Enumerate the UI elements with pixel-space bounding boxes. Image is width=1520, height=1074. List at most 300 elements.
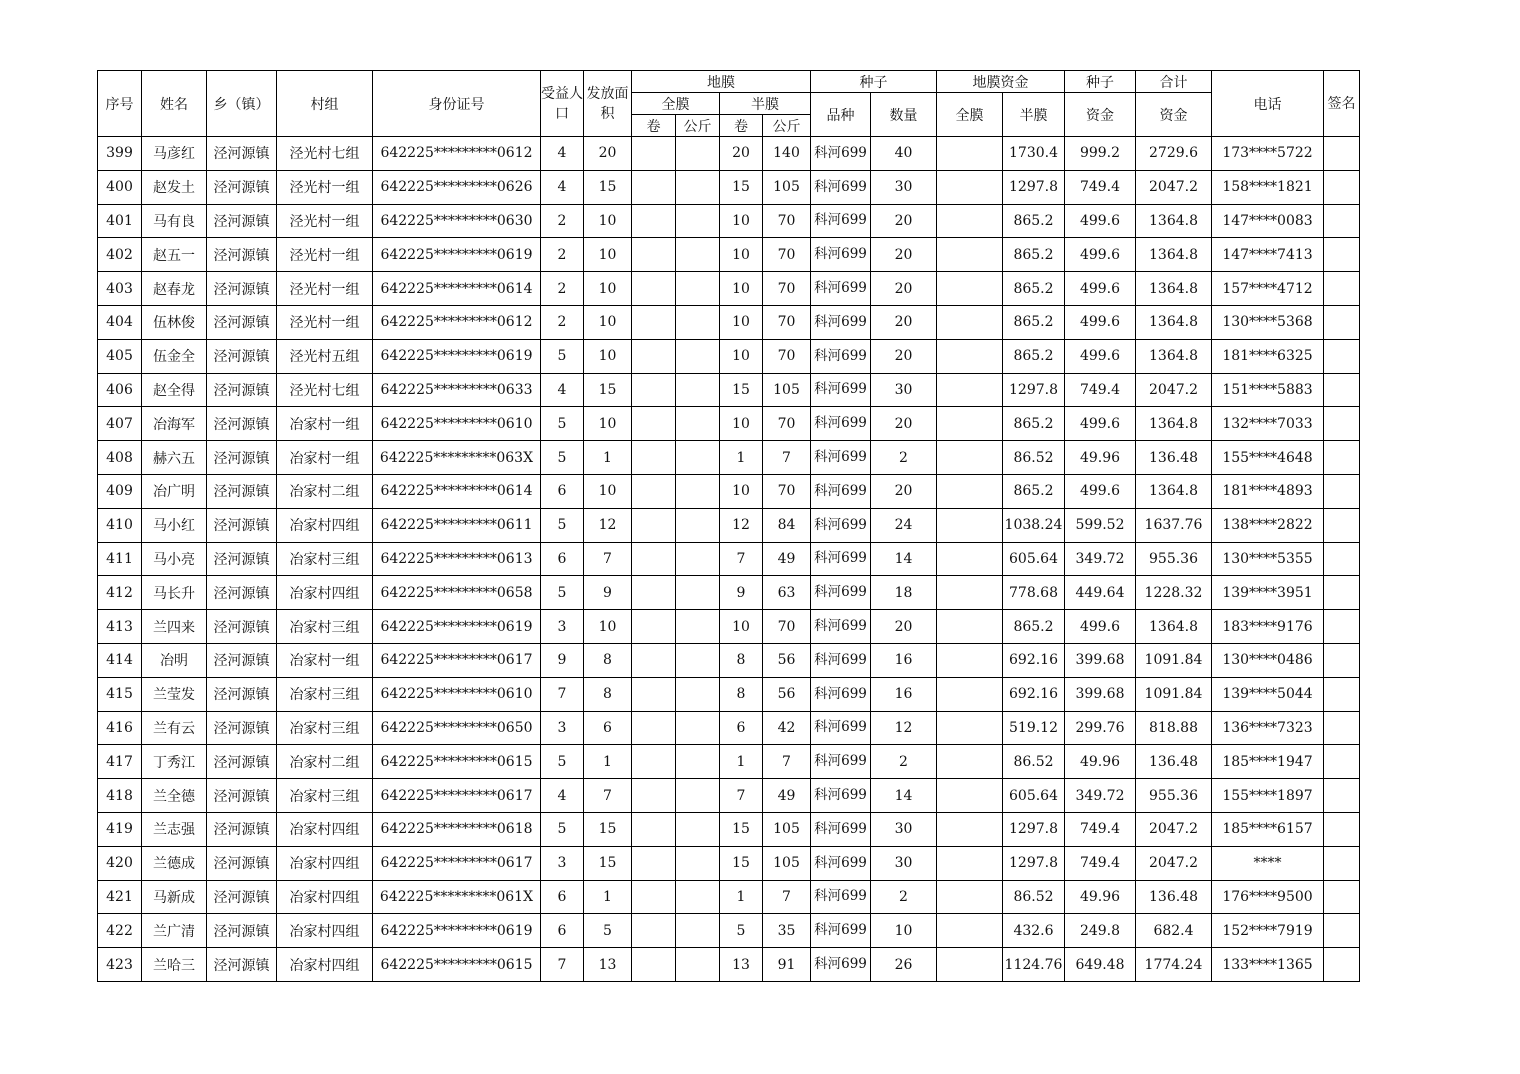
cell-name: 兰广清: [142, 914, 207, 948]
table-row: [98, 204, 1360, 238]
cell-id-number: 642225*********0611: [373, 508, 541, 542]
cell-name: 马有良: [142, 204, 207, 238]
cell-name: 伍林俊: [142, 305, 207, 339]
cell-seed-funds: 499.6: [1065, 474, 1136, 508]
cell-full-film-funds: [937, 305, 1003, 339]
cell-town: 泾河源镇: [207, 643, 277, 677]
cell-half-roll: 10: [720, 305, 763, 339]
cell-half-film-funds: 1297.8: [1003, 373, 1065, 407]
cell-half-roll: 1: [720, 880, 763, 914]
cell-phone: ****: [1212, 846, 1324, 880]
cell-half-film-funds: 692.16: [1003, 643, 1065, 677]
header-film-funds: 地膜资金: [937, 71, 1065, 93]
cell-id-number: 642225*********0615: [373, 745, 541, 779]
cell-seed-funds: 299.76: [1065, 711, 1136, 745]
cell-variety: 科河699: [811, 880, 871, 914]
cell-beneficiaries: 5: [541, 441, 584, 475]
cell-sign: [1324, 339, 1360, 373]
cell-seq: 409: [98, 474, 142, 508]
cell-town: 泾河源镇: [207, 508, 277, 542]
cell-sign: [1324, 677, 1360, 711]
header-village: 村组: [277, 71, 373, 137]
header-variety: 品种: [811, 93, 871, 137]
cell-beneficiaries: 2: [541, 238, 584, 272]
cell-seed-funds: 249.8: [1065, 914, 1136, 948]
cell-area: 15: [584, 170, 632, 204]
cell-half-film-funds: 865.2: [1003, 204, 1065, 238]
cell-area: 20: [584, 137, 632, 171]
cell-name: 伍金全: [142, 339, 207, 373]
cell-sign: [1324, 812, 1360, 846]
cell-village: 冶家村四组: [277, 948, 373, 982]
cell-half-film-funds: 1124.76: [1003, 948, 1065, 982]
cell-quantity: 18: [871, 576, 937, 610]
cell-full-kg: [676, 170, 720, 204]
cell-id-number: 642225*********0610: [373, 407, 541, 441]
cell-phone: 155****1897: [1212, 779, 1324, 813]
cell-full-kg: [676, 272, 720, 306]
cell-full-film-funds: [937, 508, 1003, 542]
cell-town: 泾河源镇: [207, 745, 277, 779]
table-row: [98, 880, 1360, 914]
cell-phone: 130****0486: [1212, 643, 1324, 677]
cell-half-kg: 84: [763, 508, 811, 542]
cell-half-roll: 12: [720, 508, 763, 542]
cell-full-kg: [676, 643, 720, 677]
cell-full-film-funds: [937, 779, 1003, 813]
cell-full-kg: [676, 474, 720, 508]
cell-half-kg: 91: [763, 948, 811, 982]
cell-total-funds: 1228.32: [1136, 576, 1212, 610]
cell-area: 10: [584, 407, 632, 441]
cell-sign: [1324, 305, 1360, 339]
table-row: [98, 272, 1360, 306]
cell-total-funds: 2047.2: [1136, 170, 1212, 204]
cell-half-film-funds: 1297.8: [1003, 170, 1065, 204]
cell-full-kg: [676, 779, 720, 813]
cell-area: 12: [584, 508, 632, 542]
header-full-film: 全膜: [632, 93, 720, 115]
header-full-roll: 卷: [632, 115, 676, 137]
cell-half-kg: 70: [763, 204, 811, 238]
cell-seed-funds: 49.96: [1065, 745, 1136, 779]
cell-seed-funds: 399.68: [1065, 677, 1136, 711]
cell-seq: 406: [98, 373, 142, 407]
cell-full-roll: [632, 170, 676, 204]
cell-seq: 405: [98, 339, 142, 373]
cell-id-number: 642225*********0610: [373, 677, 541, 711]
cell-seed-funds: 649.48: [1065, 948, 1136, 982]
cell-quantity: 16: [871, 677, 937, 711]
header-seq: 序号: [98, 71, 142, 137]
cell-quantity: 26: [871, 948, 937, 982]
cell-name: 赵五一: [142, 238, 207, 272]
cell-name: 冶广明: [142, 474, 207, 508]
cell-half-roll: 10: [720, 272, 763, 306]
cell-beneficiaries: 2: [541, 204, 584, 238]
cell-village: 冶家村四组: [277, 880, 373, 914]
cell-half-roll: 7: [720, 779, 763, 813]
cell-phone: 183****9176: [1212, 610, 1324, 644]
cell-full-film-funds: [937, 441, 1003, 475]
table-row: [98, 711, 1360, 745]
cell-sign: [1324, 272, 1360, 306]
cell-half-roll: 10: [720, 474, 763, 508]
cell-beneficiaries: 5: [541, 576, 584, 610]
cell-quantity: 20: [871, 305, 937, 339]
cell-half-kg: 63: [763, 576, 811, 610]
cell-seq: 408: [98, 441, 142, 475]
cell-quantity: 2: [871, 745, 937, 779]
cell-seq: 404: [98, 305, 142, 339]
header-half-roll: 卷: [720, 115, 763, 137]
cell-sign: [1324, 238, 1360, 272]
cell-area: 15: [584, 373, 632, 407]
cell-variety: 科河699: [811, 779, 871, 813]
cell-quantity: 40: [871, 137, 937, 171]
header-full-film-funds: 全膜: [937, 93, 1003, 137]
cell-sign: [1324, 846, 1360, 880]
cell-seq: 401: [98, 204, 142, 238]
cell-full-roll: [632, 542, 676, 576]
cell-town: 泾河源镇: [207, 204, 277, 238]
cell-full-roll: [632, 238, 676, 272]
cell-half-film-funds: 865.2: [1003, 407, 1065, 441]
cell-seed-funds: 749.4: [1065, 812, 1136, 846]
cell-half-kg: 42: [763, 711, 811, 745]
cell-half-film-funds: 865.2: [1003, 339, 1065, 373]
cell-name: 兰志强: [142, 812, 207, 846]
cell-seq: 417: [98, 745, 142, 779]
cell-id-number: 642225*********0617: [373, 779, 541, 813]
cell-full-kg: [676, 407, 720, 441]
table-row: [98, 576, 1360, 610]
cell-id-number: 642225*********063X: [373, 441, 541, 475]
cell-id-number: 642225*********0617: [373, 643, 541, 677]
cell-name: 赵发土: [142, 170, 207, 204]
cell-half-roll: 9: [720, 576, 763, 610]
cell-village: 泾光村一组: [277, 170, 373, 204]
cell-name: 兰莹发: [142, 677, 207, 711]
cell-variety: 科河699: [811, 914, 871, 948]
cell-beneficiaries: 4: [541, 373, 584, 407]
cell-phone: 157****4712: [1212, 272, 1324, 306]
cell-half-roll: 20: [720, 137, 763, 171]
table-row: [98, 137, 1360, 171]
cell-id-number: 642225*********0618: [373, 812, 541, 846]
cell-half-roll: 6: [720, 711, 763, 745]
header-town: 乡（镇）: [207, 71, 277, 137]
cell-full-roll: [632, 948, 676, 982]
cell-half-kg: 70: [763, 272, 811, 306]
cell-full-kg: [676, 305, 720, 339]
cell-sign: [1324, 542, 1360, 576]
cell-half-roll: 5: [720, 914, 763, 948]
cell-half-film-funds: 605.64: [1003, 779, 1065, 813]
cell-seq: 402: [98, 238, 142, 272]
distribution-table: [97, 70, 1360, 982]
cell-quantity: 20: [871, 272, 937, 306]
table-row: [98, 373, 1360, 407]
cell-town: 泾河源镇: [207, 812, 277, 846]
cell-total-funds: 136.48: [1136, 441, 1212, 475]
cell-total-funds: 1364.8: [1136, 339, 1212, 373]
cell-half-roll: 1: [720, 441, 763, 475]
cell-phone: 147****7413: [1212, 238, 1324, 272]
cell-full-kg: [676, 711, 720, 745]
cell-seed-funds: 399.68: [1065, 643, 1136, 677]
cell-seed-funds: 349.72: [1065, 779, 1136, 813]
cell-full-film-funds: [937, 542, 1003, 576]
cell-total-funds: 1364.8: [1136, 272, 1212, 306]
cell-seq: 422: [98, 914, 142, 948]
cell-full-kg: [676, 238, 720, 272]
cell-full-kg: [676, 846, 720, 880]
cell-phone: 185****1947: [1212, 745, 1324, 779]
header-area: 发放面积: [584, 71, 632, 137]
header-seed-funds-top: 种子: [1065, 71, 1136, 93]
cell-phone: 158****1821: [1212, 170, 1324, 204]
cell-phone: 176****9500: [1212, 880, 1324, 914]
cell-half-film-funds: 865.2: [1003, 474, 1065, 508]
cell-half-film-funds: 865.2: [1003, 272, 1065, 306]
cell-full-film-funds: [937, 745, 1003, 779]
cell-sign: [1324, 407, 1360, 441]
cell-seq: 411: [98, 542, 142, 576]
cell-id-number: 642225*********0614: [373, 474, 541, 508]
cell-half-film-funds: 1038.24: [1003, 508, 1065, 542]
cell-seed-funds: 49.96: [1065, 880, 1136, 914]
cell-beneficiaries: 2: [541, 305, 584, 339]
cell-full-roll: [632, 812, 676, 846]
cell-half-kg: 7: [763, 745, 811, 779]
header-quantity: 数量: [871, 93, 937, 137]
cell-name: 马长升: [142, 576, 207, 610]
cell-beneficiaries: 9: [541, 643, 584, 677]
cell-beneficiaries: 4: [541, 170, 584, 204]
cell-half-roll: 10: [720, 238, 763, 272]
cell-name: 兰有云: [142, 711, 207, 745]
header-seed: 种子: [811, 71, 937, 93]
cell-area: 7: [584, 542, 632, 576]
cell-full-roll: [632, 677, 676, 711]
table-row: [98, 542, 1360, 576]
cell-id-number: 642225*********0626: [373, 170, 541, 204]
cell-quantity: 20: [871, 238, 937, 272]
cell-town: 泾河源镇: [207, 576, 277, 610]
cell-half-roll: 15: [720, 170, 763, 204]
cell-sign: [1324, 745, 1360, 779]
cell-full-kg: [676, 745, 720, 779]
cell-sign: [1324, 508, 1360, 542]
cell-town: 泾河源镇: [207, 711, 277, 745]
cell-total-funds: 136.48: [1136, 880, 1212, 914]
header-half-film: 半膜: [720, 93, 811, 115]
cell-quantity: 20: [871, 474, 937, 508]
cell-village: 泾光村七组: [277, 373, 373, 407]
cell-variety: 科河699: [811, 745, 871, 779]
cell-full-film-funds: [937, 170, 1003, 204]
table-row: [98, 474, 1360, 508]
cell-full-roll: [632, 407, 676, 441]
cell-town: 泾河源镇: [207, 339, 277, 373]
cell-seq: 414: [98, 643, 142, 677]
cell-full-film-funds: [937, 576, 1003, 610]
cell-beneficiaries: 5: [541, 407, 584, 441]
cell-quantity: 14: [871, 779, 937, 813]
cell-phone: 147****0083: [1212, 204, 1324, 238]
cell-village: 冶家村一组: [277, 407, 373, 441]
cell-full-kg: [676, 677, 720, 711]
header-id-number: 身份证号: [373, 71, 541, 137]
cell-phone: 139****3951: [1212, 576, 1324, 610]
cell-quantity: 20: [871, 407, 937, 441]
cell-full-roll: [632, 305, 676, 339]
cell-total-funds: 1364.8: [1136, 204, 1212, 238]
table-row: [98, 948, 1360, 982]
cell-full-kg: [676, 914, 720, 948]
cell-full-film-funds: [937, 204, 1003, 238]
cell-full-film-funds: [937, 407, 1003, 441]
header-seed-funds: 资金: [1065, 93, 1136, 137]
table-row: [98, 812, 1360, 846]
cell-seed-funds: 349.72: [1065, 542, 1136, 576]
table-row: [98, 305, 1360, 339]
cell-town: 泾河源镇: [207, 170, 277, 204]
cell-area: 5: [584, 914, 632, 948]
cell-variety: 科河699: [811, 137, 871, 171]
cell-area: 1: [584, 880, 632, 914]
cell-name: 兰全德: [142, 779, 207, 813]
cell-area: 1: [584, 441, 632, 475]
cell-full-film-funds: [937, 846, 1003, 880]
cell-variety: 科河699: [811, 610, 871, 644]
header-half-kg: 公斤: [763, 115, 811, 137]
cell-full-roll: [632, 373, 676, 407]
table-body: [98, 137, 1360, 982]
cell-half-kg: 49: [763, 542, 811, 576]
cell-half-kg: 140: [763, 137, 811, 171]
cell-variety: 科河699: [811, 170, 871, 204]
cell-half-roll: 10: [720, 204, 763, 238]
table-row: [98, 745, 1360, 779]
cell-full-roll: [632, 137, 676, 171]
cell-total-funds: 1364.8: [1136, 238, 1212, 272]
cell-full-film-funds: [937, 610, 1003, 644]
cell-full-film-funds: [937, 272, 1003, 306]
cell-town: 泾河源镇: [207, 238, 277, 272]
cell-village: 冶家村一组: [277, 643, 373, 677]
cell-seq: 418: [98, 779, 142, 813]
cell-half-film-funds: 86.52: [1003, 441, 1065, 475]
cell-town: 泾河源镇: [207, 610, 277, 644]
cell-half-roll: 15: [720, 812, 763, 846]
cell-full-kg: [676, 812, 720, 846]
cell-quantity: 30: [871, 373, 937, 407]
cell-beneficiaries: 5: [541, 812, 584, 846]
cell-half-film-funds: 519.12: [1003, 711, 1065, 745]
cell-half-roll: 13: [720, 948, 763, 982]
cell-total-funds: 2047.2: [1136, 812, 1212, 846]
cell-town: 泾河源镇: [207, 880, 277, 914]
cell-area: 8: [584, 677, 632, 711]
table-row: [98, 170, 1360, 204]
cell-seq: 421: [98, 880, 142, 914]
cell-name: 赵全得: [142, 373, 207, 407]
cell-half-roll: 8: [720, 643, 763, 677]
cell-area: 8: [584, 643, 632, 677]
cell-half-kg: 7: [763, 441, 811, 475]
cell-village: 冶家村四组: [277, 914, 373, 948]
cell-sign: [1324, 779, 1360, 813]
cell-sign: [1324, 474, 1360, 508]
cell-full-film-funds: [937, 711, 1003, 745]
table-row: [98, 846, 1360, 880]
header-full-kg: 公斤: [676, 115, 720, 137]
cell-half-kg: 105: [763, 373, 811, 407]
cell-village: 泾光村七组: [277, 137, 373, 171]
cell-area: 1: [584, 745, 632, 779]
table-row: [98, 508, 1360, 542]
cell-half-roll: 15: [720, 846, 763, 880]
cell-id-number: 642225*********0619: [373, 914, 541, 948]
cell-phone: 130****5368: [1212, 305, 1324, 339]
cell-half-film-funds: 86.52: [1003, 880, 1065, 914]
cell-seed-funds: 599.52: [1065, 508, 1136, 542]
cell-name: 赵春龙: [142, 272, 207, 306]
cell-full-film-funds: [937, 914, 1003, 948]
cell-village: 泾光村一组: [277, 204, 373, 238]
cell-sign: [1324, 948, 1360, 982]
cell-seq: 407: [98, 407, 142, 441]
cell-seed-funds: 49.96: [1065, 441, 1136, 475]
cell-town: 泾河源镇: [207, 373, 277, 407]
cell-variety: 科河699: [811, 576, 871, 610]
cell-beneficiaries: 4: [541, 137, 584, 171]
cell-village: 冶家村三组: [277, 677, 373, 711]
cell-full-roll: [632, 846, 676, 880]
cell-full-film-funds: [937, 373, 1003, 407]
cell-full-kg: [676, 137, 720, 171]
cell-sign: [1324, 373, 1360, 407]
cell-quantity: 24: [871, 508, 937, 542]
cell-variety: 科河699: [811, 407, 871, 441]
cell-village: 冶家村四组: [277, 812, 373, 846]
cell-phone: 133****1365: [1212, 948, 1324, 982]
cell-seed-funds: 999.2: [1065, 137, 1136, 171]
cell-full-roll: [632, 610, 676, 644]
cell-village: 泾光村一组: [277, 238, 373, 272]
cell-half-kg: 70: [763, 610, 811, 644]
cell-total-funds: 136.48: [1136, 745, 1212, 779]
cell-name: 冶明: [142, 643, 207, 677]
cell-total-funds: 1364.8: [1136, 407, 1212, 441]
cell-full-roll: [632, 474, 676, 508]
cell-village: 冶家村二组: [277, 474, 373, 508]
cell-full-kg: [676, 576, 720, 610]
cell-full-kg: [676, 610, 720, 644]
cell-name: 冶海军: [142, 407, 207, 441]
cell-town: 泾河源镇: [207, 137, 277, 171]
cell-sign: [1324, 576, 1360, 610]
cell-seq: 400: [98, 170, 142, 204]
cell-town: 泾河源镇: [207, 474, 277, 508]
cell-town: 泾河源镇: [207, 272, 277, 306]
cell-phone: 173****5722: [1212, 137, 1324, 171]
cell-quantity: 30: [871, 846, 937, 880]
cell-full-film-funds: [937, 948, 1003, 982]
cell-half-film-funds: 605.64: [1003, 542, 1065, 576]
